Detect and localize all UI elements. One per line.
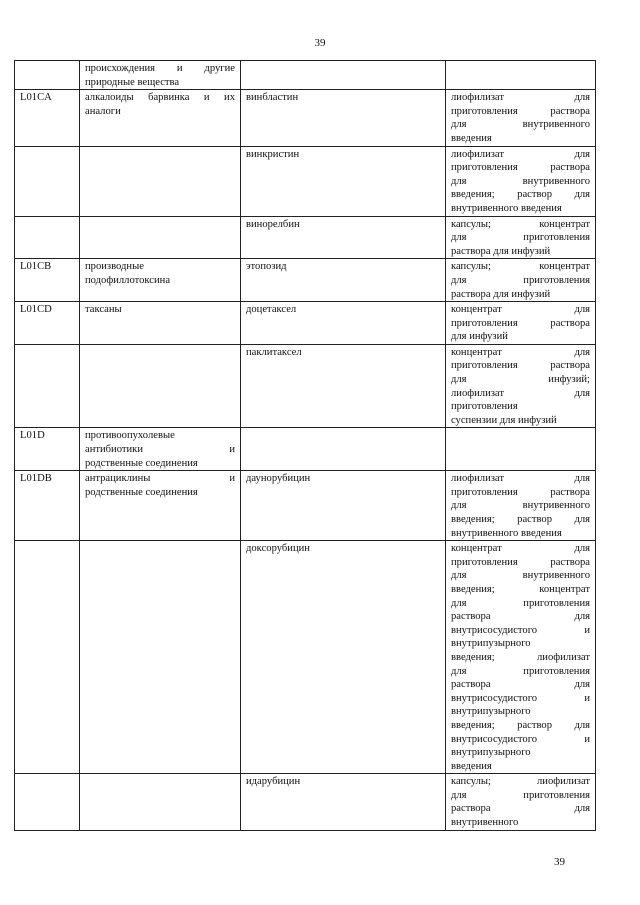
drug-classification-table xyxy=(14,60,596,831)
dosage-form-text-line: для инфузий xyxy=(451,331,508,343)
dosage-form-text-line: для внутривенного xyxy=(451,119,590,131)
dosage-form-text-line: приготовления xyxy=(451,401,518,413)
dosage-form-text-line: концентрат для xyxy=(451,346,590,358)
table-row xyxy=(15,344,596,428)
dosage-form-text-line: лиофилизат для xyxy=(451,473,590,485)
page-number-bottom: 39 xyxy=(554,856,565,868)
group-text-line: противоопухолевые xyxy=(85,430,175,442)
dosage-form-text-line: внутрисосудистого и xyxy=(451,624,590,636)
dosage-form-text-line: приготовления раствора xyxy=(451,162,590,174)
page-number-top: 39 xyxy=(314,37,326,49)
table-row xyxy=(15,259,596,302)
dosage-form-text-line: капсулы; концентрат xyxy=(451,261,590,273)
drug-name-cell: этопозид xyxy=(241,259,446,302)
drug-name-cell xyxy=(241,61,446,90)
dosage-form-text-line: для инфузий; xyxy=(451,374,590,386)
dosage-form-cell xyxy=(446,61,596,90)
dosage-form-text-line: приготовления раствора xyxy=(451,317,590,329)
atc-code-cell xyxy=(15,216,80,259)
dosage-form-cell xyxy=(446,344,596,428)
dosage-form-text-line: для внутривенного xyxy=(451,500,590,512)
atc-code-cell xyxy=(15,61,80,90)
table-row xyxy=(15,471,596,541)
dosage-form-text-line: суспензии для инфузий xyxy=(451,414,557,426)
dosage-form-text-line: приготовления раствора xyxy=(451,556,590,568)
dosage-form-text-line: лиофилизат для xyxy=(451,148,590,160)
dosage-form-text-line: введения; концентрат xyxy=(451,583,590,595)
table-body xyxy=(15,61,596,831)
dosage-form-text-line: концентрат для xyxy=(451,543,590,555)
atc-code-cell xyxy=(15,146,80,216)
pharmacological-group-cell xyxy=(80,428,241,471)
drug-name-cell: винкристин xyxy=(241,146,446,216)
group-text-line: таксаны xyxy=(85,304,122,316)
dosage-form-text-line: раствора для инфузий xyxy=(451,288,551,300)
dosage-form-text-line: внутривенного введения xyxy=(451,527,562,539)
dosage-form-text-line: капсулы; лиофилизат xyxy=(451,776,590,788)
dosage-form-cell xyxy=(446,302,596,345)
pharmacological-group-cell xyxy=(80,302,241,345)
atc-code-cell: L01CA xyxy=(15,90,80,146)
group-text-line: аналоги xyxy=(85,105,121,117)
dosage-form-cell xyxy=(446,259,596,302)
pharmacological-group-cell xyxy=(80,259,241,302)
dosage-form-text-line: приготовления раствора xyxy=(451,360,590,372)
dosage-form-text-line: раствора для xyxy=(451,803,590,815)
dosage-form-text-line: приготовления раствора xyxy=(451,486,590,498)
pharmacological-group-cell xyxy=(80,90,241,146)
dosage-form-text-line: внутрипузырного xyxy=(451,638,531,650)
dosage-form-text-line: введения; раствор для xyxy=(451,514,590,525)
pharmacological-group-cell xyxy=(80,146,241,216)
drug-name-cell: идарубицин xyxy=(241,774,446,830)
dosage-form-text-line: внутривенного введения xyxy=(451,202,562,214)
dosage-form-text-line: раствора для инфузий xyxy=(451,245,551,257)
dosage-form-cell xyxy=(446,146,596,216)
group-text-line: родственные соединения xyxy=(85,486,198,498)
dosage-form-cell xyxy=(446,541,596,774)
pharmacological-group-cell xyxy=(80,541,241,774)
dosage-form-text-line: введения; раствор для xyxy=(451,189,590,201)
dosage-form-text-line: введения xyxy=(451,132,492,144)
dosage-form-text-line: концентрат для xyxy=(451,304,590,316)
atc-code-cell: L01CB xyxy=(15,259,80,302)
table-row xyxy=(15,90,596,146)
dosage-form-text-line: внутрисосудистого и xyxy=(451,733,590,745)
dosage-form-cell xyxy=(446,471,596,541)
table-row xyxy=(15,774,596,830)
dosage-form-text-line: для внутривенного xyxy=(451,175,590,187)
dosage-form-text-line: для приготовления xyxy=(451,274,590,286)
dosage-form-text-line: внутрисосудистого и xyxy=(451,692,590,704)
table-row xyxy=(15,541,596,774)
dosage-form-cell xyxy=(446,216,596,259)
group-text-line: родственные соединения xyxy=(85,457,198,469)
group-text-line: подофиллотоксина xyxy=(85,274,171,286)
dosage-form-text-line: для приготовления xyxy=(451,789,590,801)
atc-code-cell xyxy=(15,541,80,774)
drug-name-cell: винорелбин xyxy=(241,216,446,259)
dosage-form-text-line: раствора для xyxy=(451,611,590,623)
drug-name-cell: доцетаксел xyxy=(241,302,446,345)
atc-code-cell xyxy=(15,344,80,428)
table-row xyxy=(15,61,596,90)
atc-code-cell: L01D xyxy=(15,428,80,471)
group-text-line: природные вещества xyxy=(85,76,180,88)
dosage-form-text-line: введения xyxy=(451,760,492,772)
dosage-form-text-line: для внутривенного xyxy=(451,570,590,582)
group-text-line: антибиотики и xyxy=(85,444,235,456)
pharmacological-group-cell xyxy=(80,61,241,90)
dosage-form-text-line: введения; раствор для xyxy=(451,719,590,731)
dosage-form-text-line: внутривенного xyxy=(451,817,519,829)
dosage-form-text-line: внутрипузырного xyxy=(451,706,531,718)
table-row xyxy=(15,216,596,259)
group-text-line: алкалоиды барвинка и их xyxy=(85,92,235,104)
table-row xyxy=(15,146,596,216)
dosage-form-text-line: лиофилизат для xyxy=(451,92,590,104)
dosage-form-text-line: приготовления раствора xyxy=(451,105,590,117)
pharmacological-group-cell xyxy=(80,344,241,428)
dosage-form-text-line: введения; лиофилизат xyxy=(451,651,590,663)
table-row xyxy=(15,302,596,345)
dosage-form-text-line: лиофилизат для xyxy=(451,387,590,399)
table-row xyxy=(15,428,596,471)
drug-name-cell: паклитаксел xyxy=(241,344,446,428)
atc-code-cell xyxy=(15,774,80,830)
dosage-form-text-line: для приготовления xyxy=(451,597,590,609)
drug-name-cell: даунорубицин xyxy=(241,471,446,541)
pharmacological-group-cell xyxy=(80,216,241,259)
drug-name-cell: доксорубицин xyxy=(241,541,446,774)
dosage-form-text-line: раствора для xyxy=(451,679,590,691)
atc-code-cell: L01CD xyxy=(15,302,80,345)
atc-code-cell: L01DB xyxy=(15,471,80,541)
dosage-form-cell xyxy=(446,774,596,830)
dosage-form-text-line: внутрипузырного xyxy=(451,747,531,759)
dosage-form-cell xyxy=(446,428,596,471)
group-text-line: производные xyxy=(85,261,144,273)
drug-name-cell xyxy=(241,428,446,471)
dosage-form-text-line: для приготовления xyxy=(451,665,590,677)
pharmacological-group-cell xyxy=(80,774,241,830)
drug-name-cell: винбластин xyxy=(241,90,446,146)
dosage-form-text-line: для приготовления xyxy=(451,232,590,244)
group-text-line: антрациклины и xyxy=(85,473,235,485)
pharmacological-group-cell xyxy=(80,471,241,541)
dosage-form-cell xyxy=(446,90,596,146)
group-text-line: происхождения и другие xyxy=(85,63,235,74)
dosage-form-text-line: капсулы; концентрат xyxy=(451,218,590,230)
